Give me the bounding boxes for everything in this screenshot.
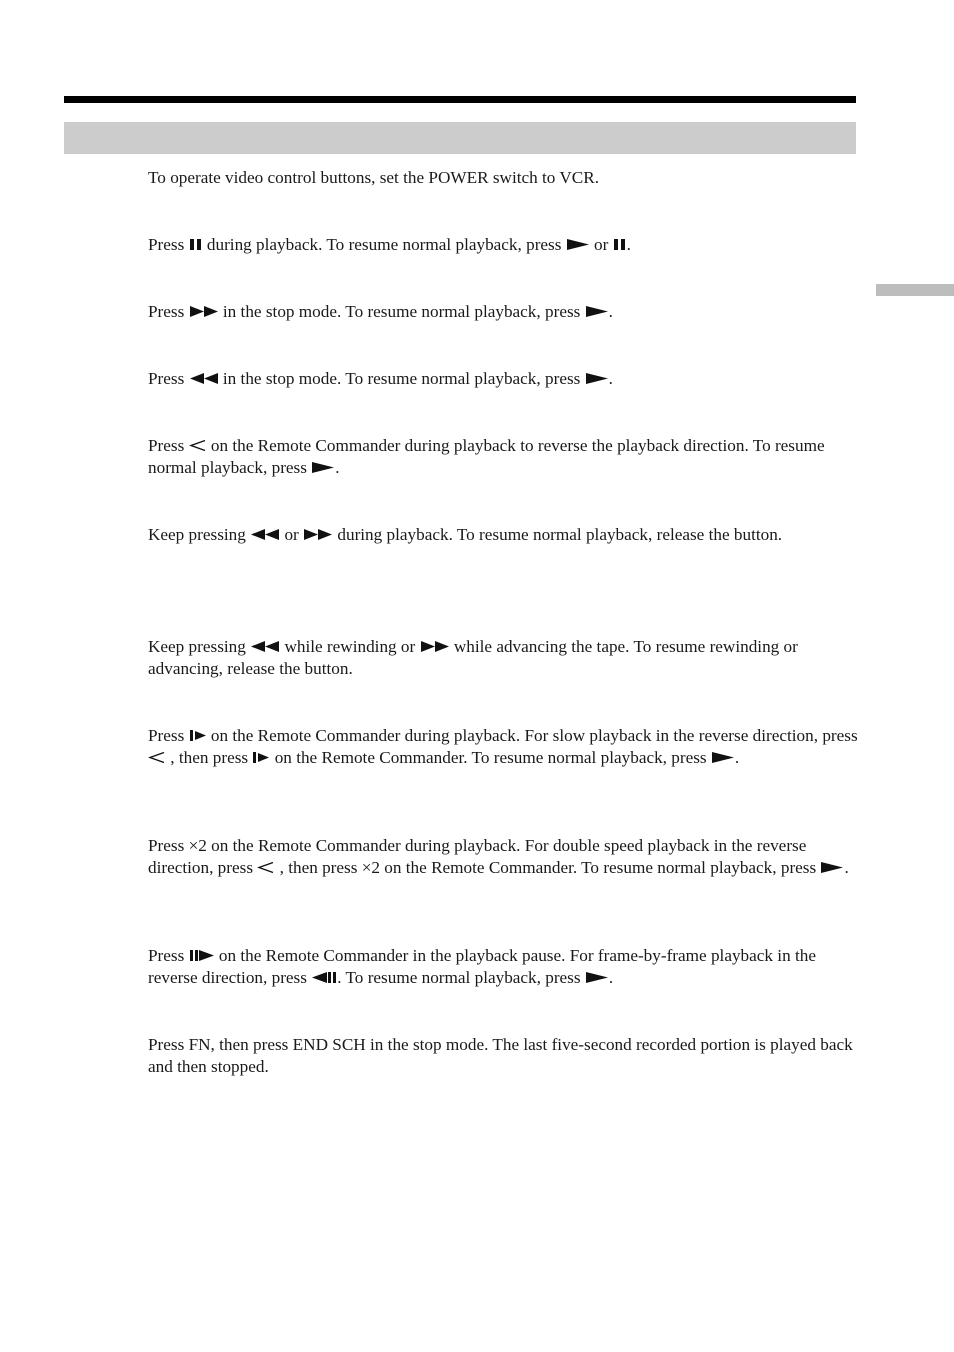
- text-run: Press: [148, 946, 189, 965]
- play-icon: [820, 861, 844, 874]
- end-search-paragraph: [148, 1034, 860, 1078]
- rewind-icon: [189, 372, 219, 385]
- text-run: during playback. To resume normal playback, release the button.: [333, 525, 783, 544]
- rewind-icon: [250, 528, 280, 541]
- frame-paragraph: [148, 945, 860, 989]
- text-run: . To resume normal playback, press: [337, 967, 585, 987]
- text-run: or: [280, 525, 304, 544]
- text-run: .: [335, 457, 340, 477]
- fast-forward-icon: [420, 640, 450, 653]
- text-run: on the Remote Commander during playback. For slow playback in the reverse direction, press: [206, 726, 858, 745]
- text-run: Press: [148, 302, 189, 321]
- text-run: while rewinding or: [280, 637, 420, 656]
- rewind-icon: [250, 640, 280, 653]
- slow-play-icon: [252, 751, 270, 764]
- play-icon: [585, 971, 609, 984]
- text-run: on the Remote Commander during playback to reverse the playback direction. To resume normal playback, press: [148, 436, 825, 477]
- fast-forward-paragraph: [148, 301, 860, 323]
- text-run: .: [608, 302, 613, 321]
- text-run: , then press: [166, 747, 253, 767]
- text-run: during playback. To resume normal playback, press: [202, 235, 566, 254]
- fast-forward-icon: [189, 305, 219, 318]
- search-paragraph: [148, 524, 860, 546]
- text-run: .: [626, 235, 631, 254]
- play-icon: [585, 372, 609, 385]
- slow-play-icon: [189, 729, 207, 742]
- text-run: or: [589, 235, 613, 254]
- text-run: Keep pressing: [148, 525, 251, 544]
- text-run: .: [734, 747, 740, 767]
- top-rule: [64, 96, 856, 103]
- less-than-icon: [257, 861, 275, 874]
- skip-scan-paragraph: [148, 636, 860, 680]
- less-than-icon: [148, 751, 166, 764]
- text-run: .: [608, 967, 614, 987]
- play-icon: [311, 461, 335, 474]
- frame-reverse-icon: [311, 971, 337, 984]
- reverse-paragraph: [148, 435, 860, 479]
- frame-forward-icon: [189, 949, 215, 962]
- fast-forward-icon: [303, 528, 333, 541]
- less-than-icon: [189, 439, 207, 452]
- text-run: in the stop mode. To resume normal playback, press: [218, 302, 585, 321]
- pause-icon: [189, 238, 203, 251]
- text-run: Press ×2 on the Remote Commander during playback. For double speed playback in the reverse direction, press: [148, 836, 807, 877]
- text-run: .: [608, 369, 613, 388]
- slow-paragraph: [148, 725, 860, 769]
- text-run: on the Remote Commander. To resume normal playback, press: [270, 747, 711, 767]
- double-speed-paragraph: [148, 835, 860, 879]
- text-run: Press: [148, 369, 189, 388]
- text-run: Press: [148, 726, 189, 745]
- play-icon: [711, 751, 735, 764]
- play-icon: [566, 238, 590, 251]
- text-run: Press FN, then press END SCH in the stop mode. The last five-second recorded portion is played back and then stopped.: [148, 1035, 853, 1076]
- side-index-tab: [876, 284, 954, 296]
- text-run: Keep pressing: [148, 637, 251, 656]
- section-header-band: [64, 122, 856, 154]
- intro-text: To operate video control buttons, set the POWER switch to VCR.: [148, 168, 600, 187]
- play-icon: [585, 305, 609, 318]
- text-run: while advancing the tape. To resume rewinding or advancing, release the button.: [148, 637, 798, 678]
- text-run: Press: [148, 235, 189, 254]
- text-run: on the Remote Commander in the playback pause. For frame-by-frame playback in the reverse direction, press: [148, 946, 816, 987]
- pause-paragraph: [148, 234, 860, 256]
- rewind-paragraph: [148, 368, 860, 390]
- text-run: in the stop mode. To resume normal playback, press: [218, 369, 585, 388]
- text-run: , then press ×2 on the Remote Commander. To resume normal playback, press: [275, 857, 821, 877]
- pause-icon: [613, 238, 627, 251]
- text-run: .: [844, 857, 849, 877]
- text-run: Press: [148, 436, 189, 455]
